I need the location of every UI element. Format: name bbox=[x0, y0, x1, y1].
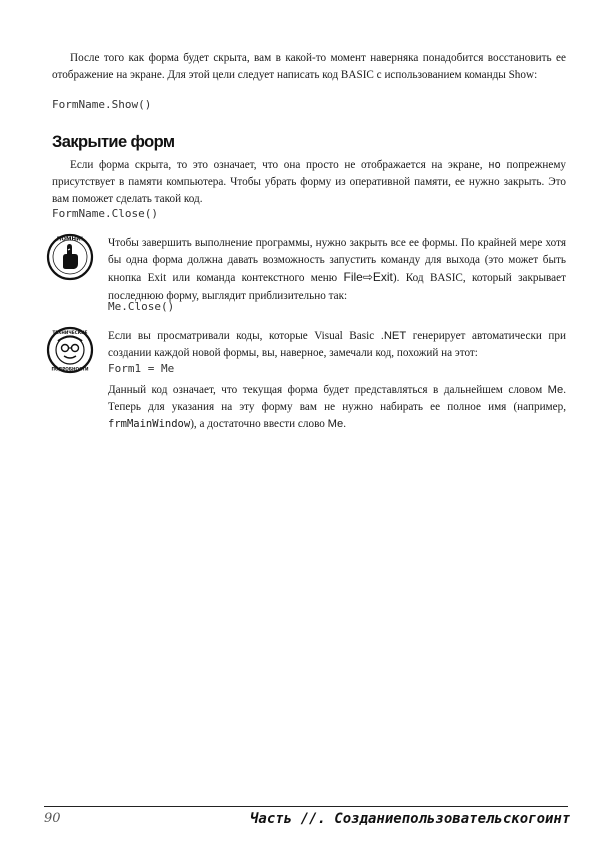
paragraph-hidden-form: Если форма скрыта, то это означает, что она просто не отображается на экране, но попрежнему присутствует в памяти компьютера. Чтобы убрать форму из оперативной памяти, ее нужно закрыть. Это вам поможет сделать такой код. bbox=[52, 159, 567, 206]
code-me-close: Me.Close() bbox=[108, 300, 175, 313]
paragraph-show-form: После того как форма будет скрыта, вам в какой-то момент наверняка понадобится восстановить ее отображение на экране. Для этой цели следует написать код BASIC с использованием команды Show: bbox=[52, 52, 566, 82]
paragraph-technical-2: Данный код означает, что текущая форма будет представляться в дальнейшем словом Me. Теперь для указания на эту форму вам не нужно набирать ее полное имя (например, frmMainWindow), а достаточно ввести слово Me. bbox=[108, 384, 566, 431]
remember-icon bbox=[46, 233, 94, 281]
code-form-close: FormName.Close() bbox=[52, 207, 158, 220]
technical-icon-label-top: ТЕХНИЧЕСКИЕ bbox=[52, 330, 88, 335]
section-heading: Закрытие форм bbox=[52, 133, 175, 151]
running-title: Часть //. Созданиепользовательскогоинт bbox=[250, 811, 571, 827]
code-form-show: FormName.Show() bbox=[52, 98, 152, 111]
remember-icon-label: ПОМНИ! bbox=[56, 236, 84, 243]
paragraph-remember: Чтобы завершить выполнение программы, нужно закрыть все ее формы. По крайней мере хотя бы одна форма должна давать возможность запустить команду для выхода (это может быть кнопка Exit или команда контекстного меню File⇨Exit). Код BASIC, который закрывает последнюю форму, выглядит приблизительно так: bbox=[108, 237, 566, 302]
footer-rule bbox=[44, 806, 568, 807]
code-form1-me: Form1 = Me bbox=[108, 362, 175, 375]
menu-path: File⇨Exit bbox=[343, 270, 393, 285]
technical-details-icon bbox=[46, 326, 94, 374]
page-number: 90 bbox=[44, 811, 61, 826]
technical-icon-label-bottom: ПОДРОБНОСТИ bbox=[51, 366, 89, 372]
paragraph-technical-1: Если вы просматривали коды, которые Visual Basic .NET генерирует автоматически при создании каждой новой формы, вы, наверное, замечали код, похожий на этот: bbox=[108, 330, 566, 360]
